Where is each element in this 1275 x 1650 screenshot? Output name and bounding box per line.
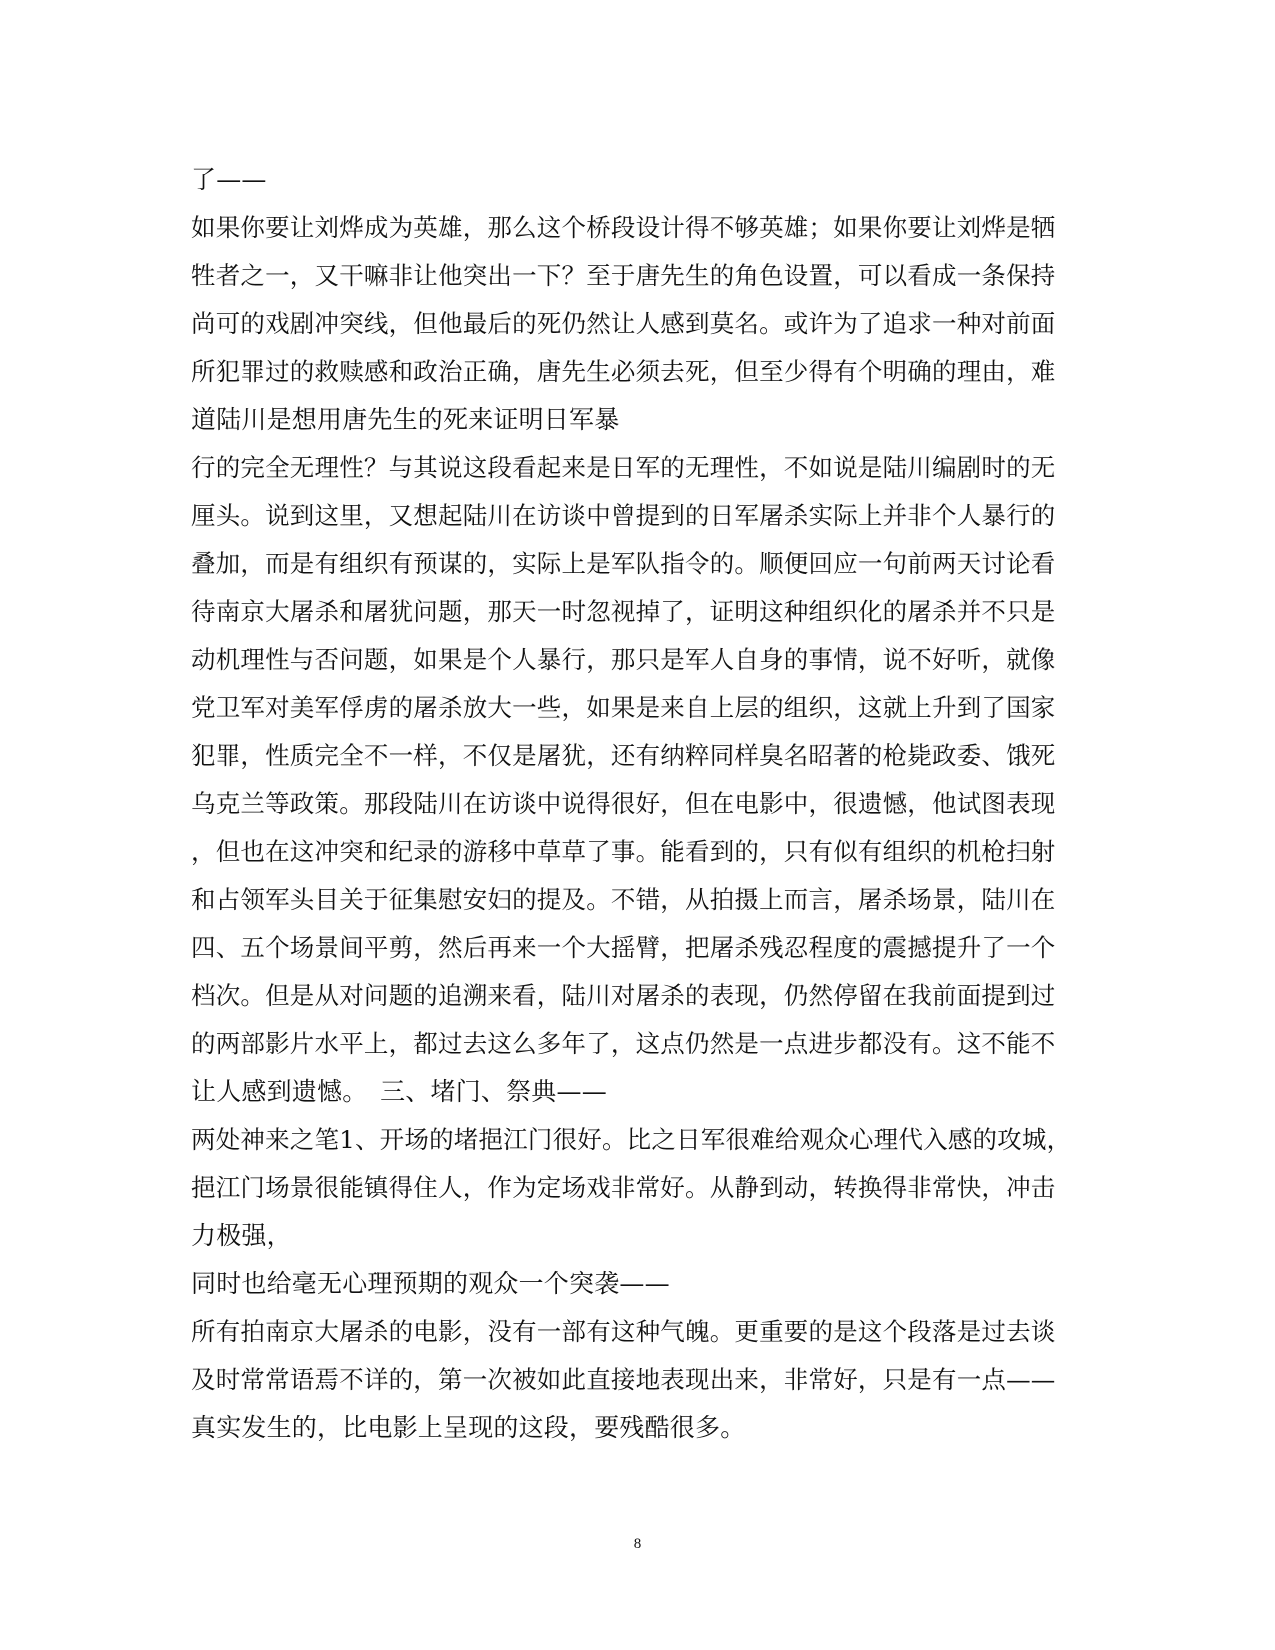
text-line: 四、五个场景间平剪，然后再来一个大摇臂，把屠杀残忍程度的震撼提升了一个 (191, 933, 1056, 962)
text-line: 及时常常语焉不详的，第一次被如此直接地表现出来，非常好，只是有一点—— (191, 1365, 1056, 1394)
text-line: 真实发生的，比电影上呈现的这段，要残酷很多。 (191, 1413, 746, 1442)
body-text (191, 156, 1071, 1452)
text-line: 和占领军头目关于征集慰安妇的提及。不错，从拍摄上而言，屠杀场景，陆川在 (191, 885, 1056, 914)
text-line: 了—— (191, 165, 267, 194)
text-line: 乌克兰等政策。那段陆川在访谈中说得很好，但在电影中，很遗憾，他试图表现 (191, 789, 1056, 818)
text-line: 动机理性与否问题，如果是个人暴行，那只是军人自身的事情，说不好听，就像 (191, 645, 1056, 674)
text-line: 所犯罪过的救赎感和政治正确，唐先生必须去死，但至少得有个明确的理由，难 (191, 357, 1056, 386)
text-line: 待南京大屠杀和屠犹问题，那天一时忽视掉了，证明这种组织化的屠杀并不只是 (191, 597, 1056, 626)
text-line: 党卫军对美军俘虏的屠杀放大一些，如果是来自上层的组织，这就上升到了国家 (191, 693, 1056, 722)
text-line: 力极强， (191, 1221, 292, 1250)
text-line: 档次。但是从对问题的追溯来看，陆川对屠杀的表现，仍然停留在我前面提到过 (191, 981, 1056, 1010)
text-line: 犯罪，性质完全不一样，不仅是屠犹，还有纳粹同样臭名昭著的枪毙政委、饿死 (191, 741, 1056, 770)
text-line: 道陆川是想用唐先生的死来证明日军暴 (191, 405, 620, 434)
text-line: 行的完全无理性？与其说这段看起来是日军的无理性，不如说是陆川编剧时的无 (191, 453, 1056, 482)
text-line: 的两部影片水平上，都过去这么多年了，这点仍然是一点进步都没有。这不能不 (191, 1029, 1056, 1058)
text-line: 尚可的戏剧冲突线，但他最后的死仍然让人感到莫名。或许为了追求一种对前面 (191, 309, 1056, 338)
text-line: 挹江门场景很能镇得住人，作为定场戏非常好。从静到动，转换得非常快，冲击 (191, 1173, 1056, 1202)
page-number: 8 (633, 1536, 642, 1552)
text-line: ，但也在这冲突和纪录的游移中草草了事。能看到的，只有似有组织的机枪扫射 (191, 837, 1056, 866)
text-line: 叠加，而是有组织有预谋的，实际上是军队指令的。顺便回应一句前两天讨论看 (191, 549, 1056, 578)
text-line: 同时也给毫无心理预期的观众一个突袭—— (191, 1269, 670, 1298)
text-line: 让人感到遗憾。 三、堵门、祭典—— (191, 1077, 607, 1106)
text-line: 两处神来之笔1、开场的堵挹江门很好。比之日军很难给观众心理代入感的攻城， (191, 1125, 1072, 1154)
text-line: 所有拍南京大屠杀的电影，没有一部有这种气魄。更重要的是这个段落是过去谈 (191, 1317, 1056, 1346)
text-line: 牲者之一，又干嘛非让他突出一下？至于唐先生的角色设置，可以看成一条保持 (191, 261, 1056, 290)
text-line: 厘头。说到这里，又想起陆川在访谈中曾提到的日军屠杀实际上并非个人暴行的 (191, 501, 1056, 530)
text-line: 如果你要让刘烨成为英雄，那么这个桥段设计得不够英雄；如果你要让刘烨是牺 (191, 213, 1056, 242)
